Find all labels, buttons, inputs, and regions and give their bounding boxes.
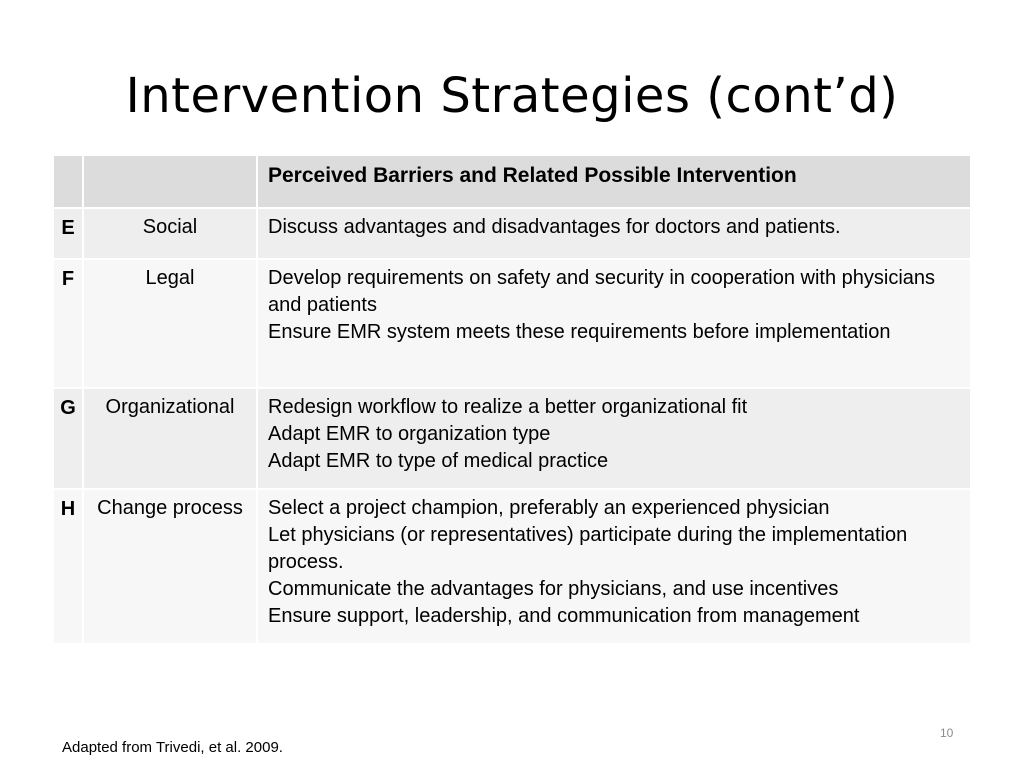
row-description — [258, 490, 970, 643]
row-description — [258, 209, 970, 258]
row-category: Change process — [84, 490, 256, 643]
table-row — [54, 260, 970, 387]
row-category: Social — [84, 209, 256, 258]
page-number: 10 — [940, 726, 954, 740]
table-row — [54, 209, 970, 258]
header-description-cell: Perceived Barriers and Related Possible Intervention — [258, 156, 970, 207]
description-line: Adapt EMR to type of medical practice — [268, 450, 609, 472]
description-line: Discuss advantages and disadvantages for doctors and patients. — [268, 216, 841, 238]
header-category-cell — [84, 156, 256, 207]
description-line: Let physicians (or representatives) participate during the implementation process. — [268, 524, 908, 573]
row-letter: E — [54, 209, 82, 258]
slide-title: Intervention Strategies (cont’d) — [125, 68, 899, 124]
row-description — [258, 260, 970, 387]
footnote: Adapted from Trivedi, et al. 2009. — [62, 739, 283, 756]
description-line: Select a project champion, preferably an experienced physician — [268, 497, 830, 519]
row-letter: H — [54, 490, 82, 643]
description-line: Redesign workflow to realize a better organizational fit — [268, 396, 748, 418]
table-header-row — [54, 156, 970, 207]
table-row — [54, 490, 970, 643]
description-line: Ensure support, leadership, and communication from management — [268, 605, 860, 627]
row-letter: G — [54, 389, 82, 488]
row-category: Legal — [84, 260, 256, 387]
description-line: Develop requirements on safety and security in cooperation with physicians and patients — [268, 267, 936, 316]
intervention-table — [52, 154, 972, 645]
row-category: Organizational — [84, 389, 256, 488]
header-letter-cell — [54, 156, 82, 207]
row-description — [258, 389, 970, 488]
table-row — [54, 389, 970, 488]
description-line: Adapt EMR to organization type — [268, 423, 551, 445]
description-line: Communicate the advantages for physicians, and use incentives — [268, 578, 839, 600]
description-line: Ensure EMR system meets these requirements before implementation — [268, 321, 891, 343]
row-letter: F — [54, 260, 82, 387]
